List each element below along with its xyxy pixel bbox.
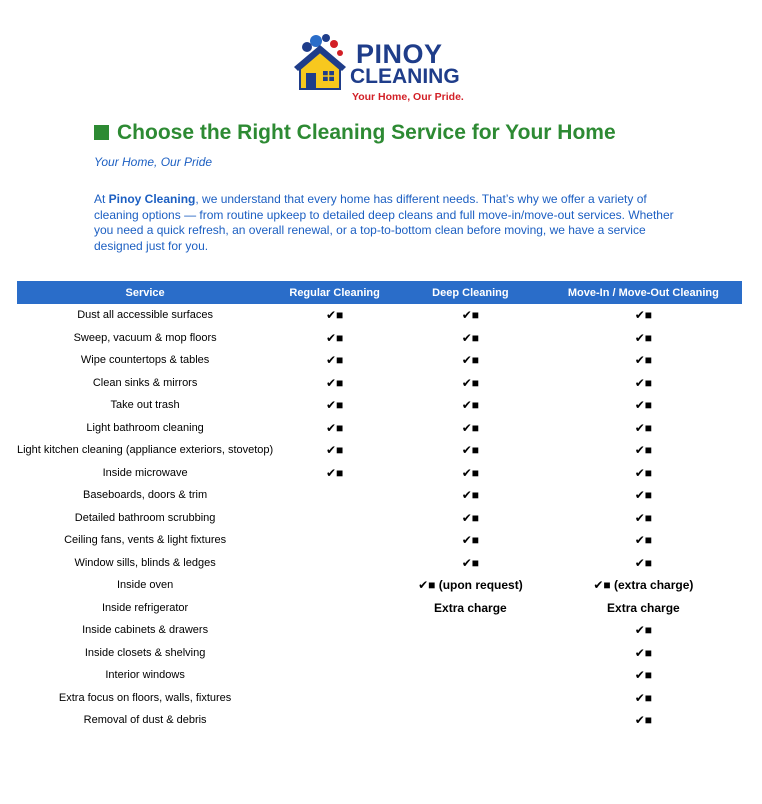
column-header-move: Move-In / Move-Out Cleaning bbox=[545, 281, 742, 304]
brand-name-line1: PINOY bbox=[356, 39, 443, 69]
intro-paragraph bbox=[94, 192, 674, 254]
table-row bbox=[17, 507, 742, 530]
table-row bbox=[17, 349, 742, 372]
cell-service: Take out trash bbox=[110, 399, 180, 412]
cell-deep: ✔■ bbox=[461, 465, 480, 480]
cell-service: Detailed bathroom scrubbing bbox=[74, 511, 216, 524]
table-row bbox=[17, 304, 742, 327]
cell-move: ✔■ bbox=[634, 420, 653, 435]
table-row bbox=[17, 619, 742, 642]
cell-move: ✔■ bbox=[634, 713, 653, 728]
cell-regular bbox=[273, 484, 396, 507]
cell-move: ✔■ bbox=[634, 353, 653, 368]
brand-name-line2: CLEANING bbox=[350, 65, 460, 88]
table-header-row bbox=[17, 281, 742, 304]
cell-deep: ✔■ (upon request) bbox=[418, 578, 523, 593]
cell-move: ✔■ bbox=[634, 443, 653, 458]
cell-regular: ✔■ bbox=[325, 443, 344, 458]
cell-regular bbox=[273, 574, 396, 597]
cell-regular bbox=[273, 687, 396, 710]
cell-deep: ✔■ bbox=[461, 398, 480, 413]
cell-regular: ✔■ bbox=[325, 375, 344, 390]
cell-move: ✔■ bbox=[634, 488, 653, 503]
cell-regular: ✔■ bbox=[325, 420, 344, 435]
page-subtitle: Your Home, Our Pride bbox=[94, 155, 213, 169]
column-header-regular: Regular Cleaning bbox=[273, 281, 396, 304]
cell-deep bbox=[396, 709, 545, 732]
cell-move: ✔■ bbox=[634, 533, 653, 548]
cell-move: Extra charge bbox=[607, 600, 680, 615]
cell-move: ✔■ (extra charge) bbox=[593, 578, 694, 593]
page-title-text: Choose the Right Cleaning Service for Your Home bbox=[117, 121, 616, 144]
cell-deep: Extra charge bbox=[434, 600, 507, 615]
cell-regular bbox=[273, 619, 396, 642]
cell-deep: ✔■ bbox=[461, 555, 480, 570]
cell-service: Sweep, vacuum & mop floors bbox=[73, 331, 217, 344]
table-row bbox=[17, 664, 742, 687]
cell-regular bbox=[273, 597, 396, 620]
cell-service: Inside cabinets & drawers bbox=[82, 624, 209, 637]
table-row bbox=[17, 574, 742, 597]
cell-regular bbox=[273, 642, 396, 665]
cell-deep: ✔■ bbox=[461, 375, 480, 390]
cell-move: ✔■ bbox=[634, 623, 653, 638]
cell-regular bbox=[273, 709, 396, 732]
table-body bbox=[17, 304, 742, 732]
cell-service: Light bathroom cleaning bbox=[86, 421, 204, 434]
house-logo-icon bbox=[290, 33, 352, 95]
table-row bbox=[17, 529, 742, 552]
table-row bbox=[17, 642, 742, 665]
table-row bbox=[17, 552, 742, 575]
brand-tagline: Your Home, Our Pride. bbox=[352, 91, 464, 103]
cell-regular: ✔■ bbox=[325, 398, 344, 413]
column-header-deep: Deep Cleaning bbox=[396, 281, 545, 304]
cell-service: Removal of dust & debris bbox=[83, 714, 207, 727]
cell-regular: ✔■ bbox=[325, 465, 344, 480]
cell-deep bbox=[396, 664, 545, 687]
cell-deep: ✔■ bbox=[461, 443, 480, 458]
cell-service: Inside refrigerator bbox=[101, 601, 189, 614]
cell-regular bbox=[273, 552, 396, 575]
intro-brand-name: Pinoy Cleaning bbox=[108, 192, 196, 206]
green-square-icon bbox=[94, 125, 109, 140]
table-row bbox=[17, 327, 742, 350]
intro-rest: , we understand that every home has different needs. That’s why we offer a variety of cleaning options — from routine upkeep to detailed deep cleans and full move-in/move-out services. Whether you need a quick refresh, an overall renewal, or a top-to-bottom clean before moving, we have a service designed just for you. bbox=[94, 192, 674, 253]
cell-move: ✔■ bbox=[634, 645, 653, 660]
cell-move: ✔■ bbox=[634, 668, 653, 683]
cell-service: Extra focus on floors, walls, fixtures bbox=[58, 691, 232, 704]
intro-prefix: At bbox=[94, 192, 109, 206]
cell-deep: ✔■ bbox=[461, 533, 480, 548]
cell-service: Light kitchen cleaning (appliance exteriors, stovetop) bbox=[17, 444, 274, 457]
cell-move: ✔■ bbox=[634, 510, 653, 525]
table-row bbox=[17, 597, 742, 620]
table-row bbox=[17, 687, 742, 710]
table-row bbox=[17, 709, 742, 732]
column-header-service: Service bbox=[17, 281, 273, 304]
cell-move: ✔■ bbox=[634, 398, 653, 413]
table-row bbox=[17, 439, 742, 462]
cell-move: ✔■ bbox=[634, 690, 653, 705]
cell-deep: ✔■ bbox=[461, 308, 480, 323]
cell-regular: ✔■ bbox=[325, 308, 344, 323]
cell-deep: ✔■ bbox=[461, 330, 480, 345]
cell-deep bbox=[396, 619, 545, 642]
cell-move: ✔■ bbox=[634, 465, 653, 480]
cell-move: ✔■ bbox=[634, 330, 653, 345]
cell-deep: ✔■ bbox=[461, 420, 480, 435]
cell-regular: ✔■ bbox=[325, 353, 344, 368]
cell-service: Window sills, blinds & ledges bbox=[74, 556, 216, 569]
table-row bbox=[17, 372, 742, 395]
cell-service: Clean sinks & mirrors bbox=[92, 376, 198, 389]
cell-move: ✔■ bbox=[634, 555, 653, 570]
cell-move: ✔■ bbox=[634, 375, 653, 390]
cell-deep: ✔■ bbox=[461, 510, 480, 525]
table-row bbox=[17, 394, 742, 417]
cell-service: Inside microwave bbox=[102, 466, 188, 479]
cell-deep: ✔■ bbox=[461, 353, 480, 368]
cell-service: Ceiling fans, vents & light fixtures bbox=[64, 534, 227, 547]
cell-deep bbox=[396, 642, 545, 665]
table-row bbox=[17, 417, 742, 440]
page-title bbox=[94, 121, 616, 145]
cell-regular bbox=[273, 664, 396, 687]
cell-service: Inside oven bbox=[116, 579, 174, 592]
table-row bbox=[17, 462, 742, 485]
cell-service: Wipe countertops & tables bbox=[80, 354, 210, 367]
cell-regular bbox=[273, 507, 396, 530]
cell-deep: ✔■ bbox=[461, 488, 480, 503]
cell-deep bbox=[396, 687, 545, 710]
cell-service: Interior windows bbox=[105, 669, 185, 682]
cell-regular: ✔■ bbox=[325, 330, 344, 345]
cell-service: Inside closets & shelving bbox=[84, 646, 206, 659]
service-comparison-table bbox=[17, 281, 742, 732]
cell-service: Dust all accessible surfaces bbox=[77, 309, 213, 322]
cell-regular bbox=[273, 529, 396, 552]
cell-move: ✔■ bbox=[634, 308, 653, 323]
table-row bbox=[17, 484, 742, 507]
brand-logo bbox=[290, 33, 470, 108]
cell-service: Baseboards, doors & trim bbox=[83, 489, 208, 502]
